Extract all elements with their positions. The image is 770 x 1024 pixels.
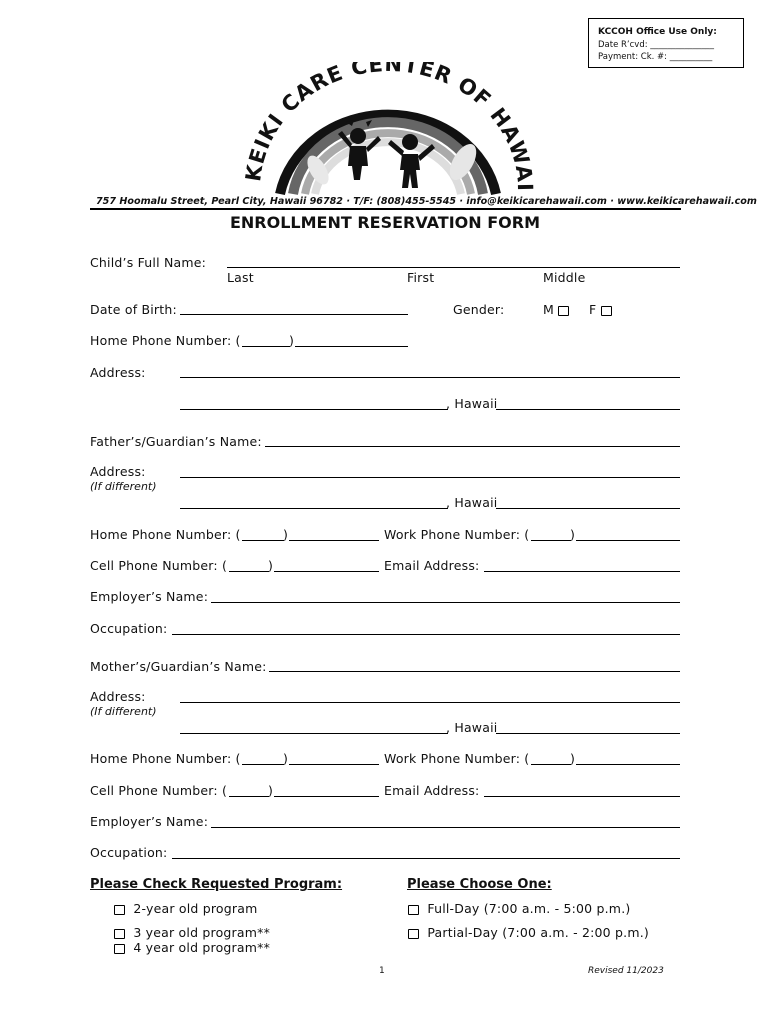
partial-day-label: Partial-Day (7:00 a.m. - 2:00 p.m.): [427, 925, 649, 940]
mother-home-area-field[interactable]: [242, 764, 284, 765]
father-address-field-1[interactable]: [180, 477, 680, 478]
mother-occupation-field[interactable]: [172, 858, 680, 859]
mother-address-field-1[interactable]: [180, 702, 680, 703]
contact-line: 757 Hoomalu Street, Pearl City, Hawaii 96782 · T/F: (808)455-5545 · info@keikicarehawaii.com · www.keikicarehawaii.com: [96, 196, 757, 207]
mother-name-label: Mother’s/Guardian’s Name:: [90, 659, 267, 674]
mother-hawaii-label: , Hawaii: [446, 720, 498, 735]
mother-city-field[interactable]: [180, 733, 448, 734]
mother-cell-phone-label: Cell Phone Number: (: [90, 783, 228, 798]
paren-close: ): [268, 558, 274, 573]
mother-name-field[interactable]: [269, 671, 680, 672]
program-4yr-label: 4 year old program**: [133, 940, 271, 955]
schedule-option-full[interactable]: [408, 901, 630, 916]
mother-email-field[interactable]: [484, 796, 680, 797]
father-home-area-field[interactable]: [242, 540, 284, 541]
father-home-phone-field[interactable]: [289, 540, 379, 541]
paren-close: ): [283, 751, 289, 766]
payment-check-line: Payment: Ck. #: __________: [598, 52, 713, 62]
program-2yr-checkbox[interactable]: [114, 905, 125, 915]
logo-text: KEIKI CARE CENTER OF HAWAI: [241, 62, 538, 193]
paren-close: ): [268, 783, 274, 798]
first-name-caption: First: [407, 270, 435, 285]
revised-date: Revised 11/2023: [588, 966, 664, 976]
child-name-field[interactable]: [227, 267, 680, 268]
father-city-field[interactable]: [180, 508, 448, 509]
mother-home-phone-label: Home Phone Number: (: [90, 751, 241, 766]
mother-email-label: Email Address:: [384, 783, 480, 798]
gender-f: [589, 302, 612, 317]
father-cell-phone-field[interactable]: [274, 571, 379, 572]
program-option-4yr[interactable]: [114, 940, 270, 955]
keiki-care-logo: [238, 62, 538, 198]
full-day-checkbox[interactable]: [408, 905, 419, 915]
header-rule: [90, 208, 681, 210]
mother-work-phone-field[interactable]: [576, 764, 680, 765]
father-occupation-field[interactable]: [172, 634, 680, 635]
paren-close: ): [570, 527, 576, 542]
father-work-area-field[interactable]: [531, 540, 571, 541]
mother-employer-label: Employer’s Name:: [90, 814, 209, 829]
father-cell-area-field[interactable]: [229, 571, 269, 572]
father-email-field[interactable]: [484, 571, 680, 572]
mother-zip-field[interactable]: [496, 733, 680, 734]
program-4yr-checkbox[interactable]: [114, 944, 125, 954]
mother-work-phone-label: Work Phone Number: (: [384, 751, 530, 766]
office-use-box: [588, 18, 744, 68]
child-city-field[interactable]: [180, 409, 448, 410]
mother-address-label: Address:: [90, 689, 146, 704]
program-option-2yr[interactable]: [114, 901, 257, 916]
paren-close: ): [289, 333, 295, 348]
gender-label: Gender:: [453, 302, 505, 317]
paren-close: ): [283, 527, 289, 542]
dob-field[interactable]: [180, 314, 408, 315]
father-zip-field[interactable]: [496, 508, 680, 509]
child-zip-field[interactable]: [496, 409, 680, 410]
mother-cell-phone-field[interactable]: [274, 796, 379, 797]
program-2yr-label: 2-year old program: [133, 901, 258, 916]
mother-if-different: (If different): [90, 705, 157, 718]
child-hawaii-label: , Hawaii: [446, 396, 498, 411]
father-work-phone-field[interactable]: [576, 540, 680, 541]
gender-f-checkbox[interactable]: [601, 306, 612, 316]
father-cell-phone-label: Cell Phone Number: (: [90, 558, 228, 573]
gender-m-label: M: [543, 302, 554, 317]
mother-work-area-field[interactable]: [531, 764, 571, 765]
father-employer-field[interactable]: [211, 602, 680, 603]
father-name-field[interactable]: [265, 446, 680, 447]
child-name-label: Child’s Full Name:: [90, 255, 207, 270]
child-home-phone-label: Home Phone Number: (: [90, 333, 241, 348]
child-address-label: Address:: [90, 365, 146, 380]
mother-occupation-label: Occupation:: [90, 845, 168, 860]
gender-f-label: F: [589, 302, 597, 317]
father-home-phone-label: Home Phone Number: (: [90, 527, 241, 542]
middle-name-caption: Middle: [543, 270, 586, 285]
full-day-label: Full-Day (7:00 a.m. - 5:00 p.m.): [427, 901, 631, 916]
child-address-field-1[interactable]: [180, 377, 680, 378]
form-title: ENROLLMENT RESERVATION FORM: [229, 213, 541, 232]
schedule-option-partial[interactable]: [408, 925, 649, 940]
father-email-label: Email Address:: [384, 558, 480, 573]
father-occupation-label: Occupation:: [90, 621, 168, 636]
gender-m: [543, 302, 569, 317]
partial-day-checkbox[interactable]: [408, 929, 419, 939]
father-work-phone-label: Work Phone Number: (: [384, 527, 530, 542]
last-name-caption: Last: [227, 270, 254, 285]
mother-employer-field[interactable]: [211, 827, 680, 828]
schedule-heading: Please Choose One:: [407, 877, 552, 892]
page-number: 1: [379, 966, 385, 976]
child-home-area-field[interactable]: [242, 346, 290, 347]
program-option-3yr[interactable]: [114, 925, 270, 940]
dob-label: Date of Birth:: [90, 302, 177, 317]
program-3yr-checkbox[interactable]: [114, 929, 125, 939]
father-name-label: Father’s/Guardian’s Name:: [90, 434, 262, 449]
mother-cell-area-field[interactable]: [229, 796, 269, 797]
program-heading: Please Check Requested Program:: [90, 877, 343, 892]
father-employer-label: Employer’s Name:: [90, 589, 209, 604]
gender-m-checkbox[interactable]: [558, 306, 569, 316]
child-home-phone-field[interactable]: [295, 346, 408, 347]
father-address-label: Address:: [90, 464, 146, 479]
paren-close: ): [570, 751, 576, 766]
program-3yr-label: 3 year old program**: [133, 925, 271, 940]
office-use-title: KCCOH Office Use Only:: [598, 27, 717, 37]
father-hawaii-label: , Hawaii: [446, 495, 498, 510]
mother-home-phone-field[interactable]: [289, 764, 379, 765]
father-if-different: (If different): [90, 480, 157, 493]
date-received-line: Date R’cvd: _______________: [598, 40, 715, 50]
